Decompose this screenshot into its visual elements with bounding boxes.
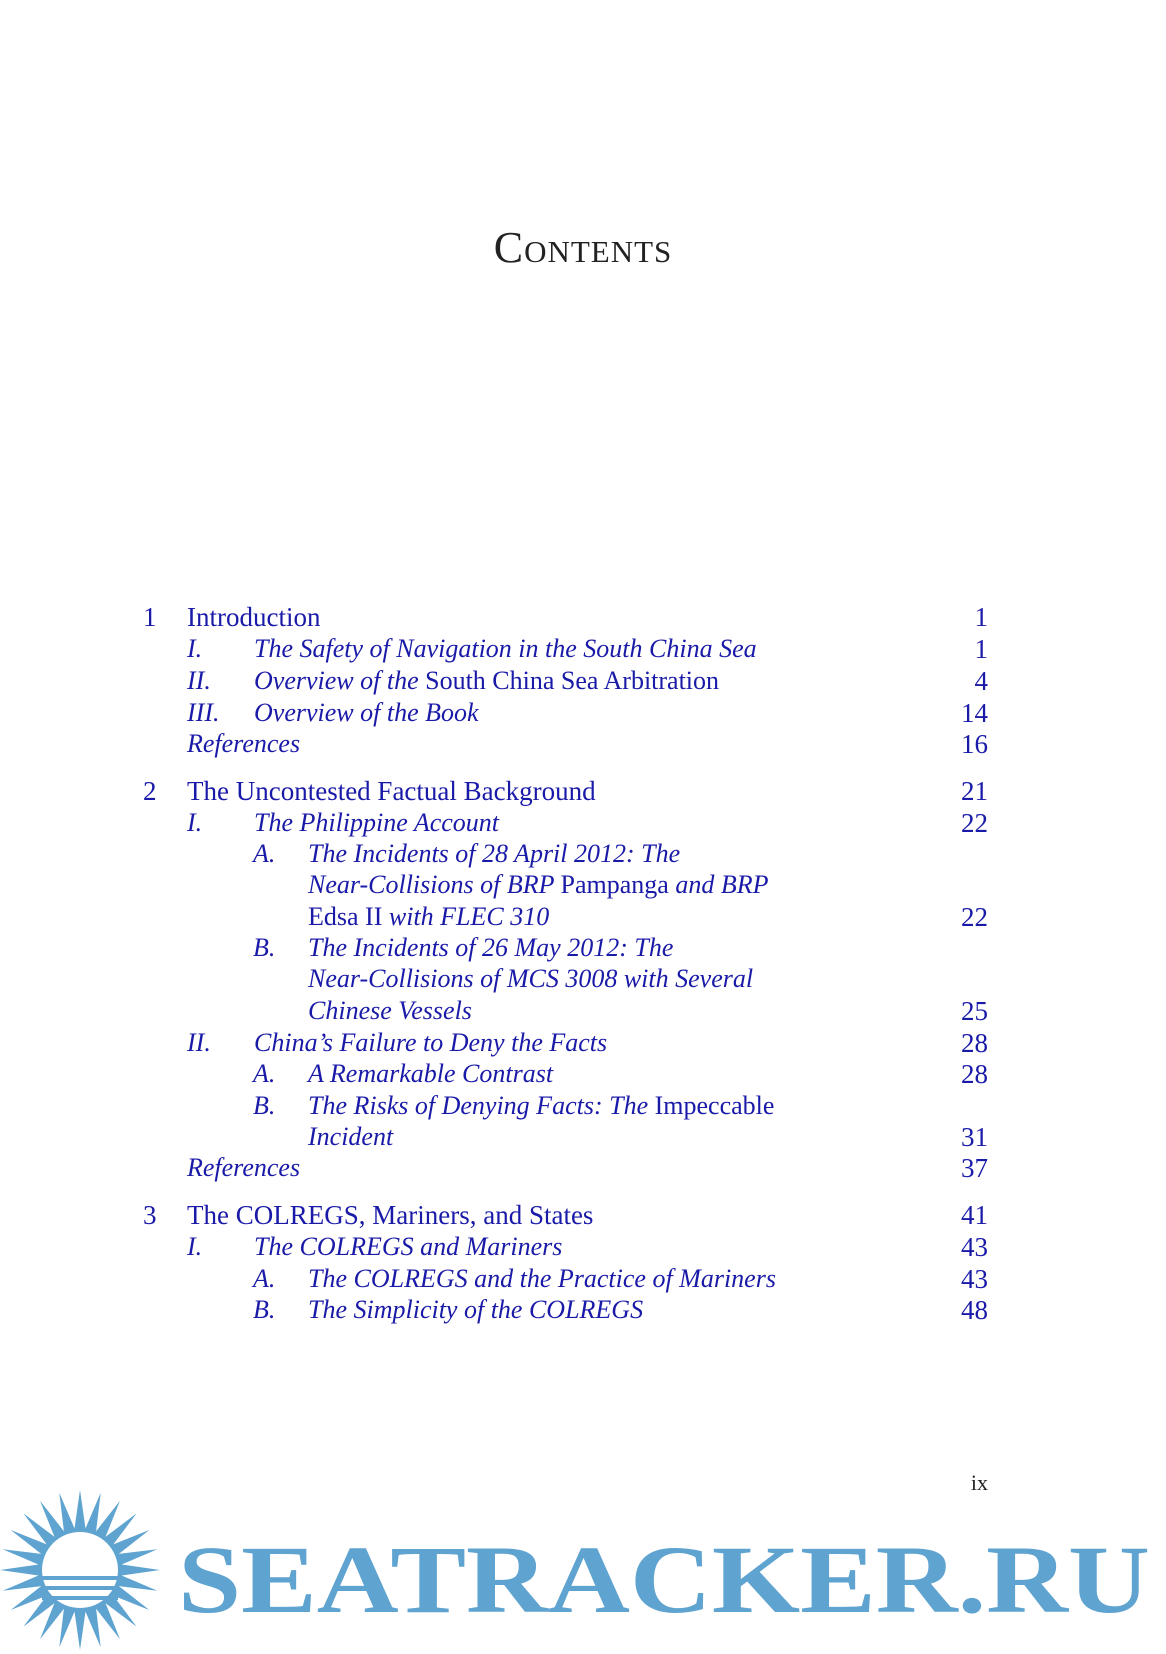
roman-text-run: South China Sea Arbitration [425,666,720,695]
italic-text-run: Overview of the Book [254,698,479,727]
section-number: B. [253,1295,276,1324]
section-number: II. [187,666,211,695]
section-title-link[interactable] [254,632,757,666]
section-title-link[interactable] [308,868,768,902]
section-title-link[interactable] [308,1293,643,1327]
section-title-link[interactable] [254,664,719,698]
section-number: B. [253,933,276,962]
italic-text-run: Incident [308,1122,394,1151]
section-title-link[interactable] [254,696,479,730]
section-title-link[interactable] [254,1026,607,1060]
roman-text-run: Impeccable [654,1091,775,1120]
italic-text-run: China’s Failure to Deny the Facts [254,1028,608,1057]
section-number: I. [187,1232,203,1261]
page-number[interactable]: 31 [961,1122,988,1152]
italic-text-run: The Simplicity of the COLREGS [308,1295,644,1324]
section-number: A. [253,1264,276,1293]
section-title-link[interactable] [308,931,673,965]
italic-text-run: The COLREGS and the Practice of Mariners [308,1264,776,1293]
section-number: I. [187,808,203,837]
section-number: A. [253,839,276,868]
chapter-number: 3 [143,1200,157,1230]
chapter-title-link[interactable]: The Uncontested Factual Background [187,776,596,806]
chapter-title-link[interactable]: The COLREGS, Mariners, and States [187,1200,594,1230]
italic-text-run: Overview of the [254,666,426,695]
page-title: Contents [493,223,673,272]
section-title-link[interactable] [308,1120,393,1154]
sun-logo-icon [0,1490,160,1650]
page-number[interactable]: 22 [961,808,988,838]
chapter-number: 1 [143,602,157,632]
section-number: A. [253,1059,276,1088]
page-number[interactable]: 1 [974,602,988,632]
section-title-link[interactable] [254,806,499,840]
references-link[interactable]: References [187,1153,301,1182]
references-link[interactable]: References [187,729,301,758]
italic-text-run: The COLREGS and Mariners [254,1232,563,1261]
italic-text-run: and BRP [668,870,769,899]
page-folio: ix [970,1470,988,1495]
section-title-link[interactable] [308,962,753,996]
watermark [0,1490,1166,1654]
page-number[interactable]: 4 [974,666,988,696]
page-number[interactable]: 14 [961,698,988,728]
italic-text-run: A Remarkable Contrast [308,1059,554,1088]
page-number[interactable]: 25 [961,996,988,1026]
italic-text-run: The Incidents of 28 April 2012: The [308,839,681,868]
section-title-link[interactable] [308,994,472,1028]
watermark-text: SEATRACKER.RU [178,1526,1150,1633]
section-number: II. [187,1028,211,1057]
section-title-link[interactable] [308,1089,774,1123]
page-number[interactable]: 22 [961,902,988,932]
page-number[interactable]: 21 [961,776,988,806]
page-number[interactable]: 43 [961,1232,988,1262]
section-number: III. [187,698,220,727]
italic-text-run: Near-Collisions of MCS 3008 with Several [308,964,754,993]
section-number: I. [187,634,203,663]
roman-text-run: Pampanga [560,870,669,899]
page-number[interactable]: 37 [961,1153,988,1183]
roman-text-run: Edsa II [308,902,383,931]
section-title-link[interactable] [308,837,680,871]
page-number[interactable]: 41 [961,1200,988,1230]
page-number[interactable]: 43 [961,1264,988,1294]
chapter-title-link[interactable]: Introduction [187,602,321,632]
page-number[interactable]: 16 [961,729,988,759]
italic-text-run: The Risks of Denying Facts: The [308,1091,655,1120]
page-number[interactable]: 28 [961,1028,988,1058]
italic-text-run: The Philippine Account [254,808,500,837]
section-title-link[interactable] [254,1230,562,1264]
section-number: B. [253,1091,276,1120]
italic-text-run: The Incidents of 26 May 2012: The [308,933,674,962]
page-number[interactable]: 28 [961,1059,988,1089]
italic-text-run: Near-Collisions of BRP [308,870,561,899]
italic-text-run: Chinese Vessels [308,996,472,1025]
section-title-link[interactable] [308,1262,776,1296]
italic-text-run: The Safety of Navigation in the South China Sea [254,634,757,663]
page-number[interactable]: 1 [974,634,988,664]
chapter-number: 2 [143,776,157,806]
italic-text-run: with FLEC 310 [382,902,550,931]
section-title-link[interactable] [308,900,549,934]
page-number[interactable]: 48 [961,1295,988,1325]
section-title-link[interactable] [308,1057,553,1091]
